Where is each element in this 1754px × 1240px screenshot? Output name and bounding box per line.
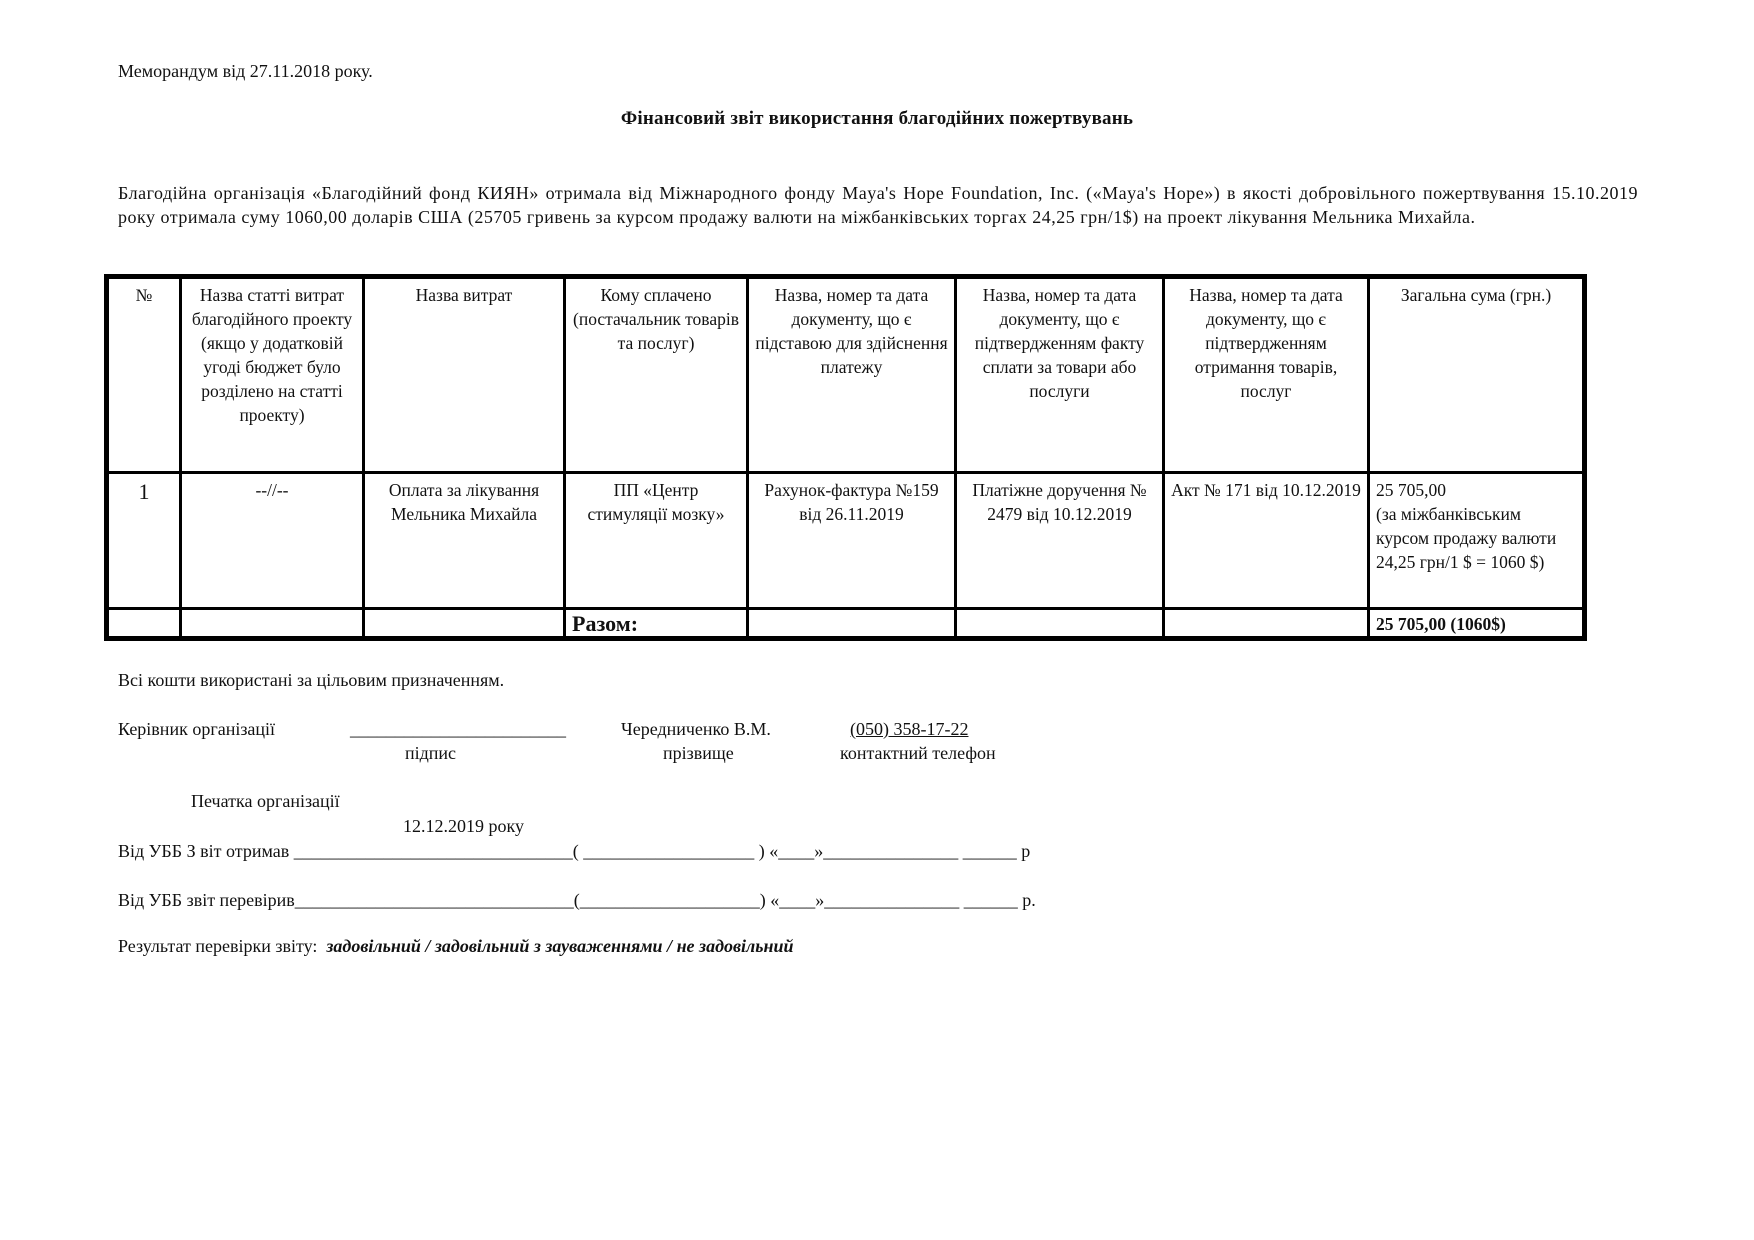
stamp-label: Печатка організації (191, 791, 340, 811)
total-empty-cell (181, 609, 364, 639)
document-title-text: Фінансовий звіт використання благодійних пожертвувань (620, 108, 1134, 129)
total-amount: 25 705,00 (1060$) (1369, 609, 1585, 639)
signature-line: ________________________ (350, 719, 566, 739)
table-row (107, 473, 1585, 609)
director-name: Чередниченко В.М. (621, 719, 771, 739)
total-amount-value: 25 705,00 (1376, 480, 1446, 500)
expense-table (104, 274, 1587, 641)
total-empty-cell (956, 609, 1164, 639)
total-empty-cell (364, 609, 565, 639)
intro-paragraph: Благодійна організація «Благодійний фонд КИЯН» отримала від Міжнародного фонду Maya's Hope Foundation, Inc. («Maya's Hope») в якості добровільного пожертвування 15.10.2019 року отримала суму 1060,00 доларів США (25705 гривень за курсом продажу валюти на міжбанківських торгах 24,25 грн/1$) на проект лікування Мельника Михайла. (118, 183, 1638, 227)
check-result-options: задовільний / задовільний з зауваженнями / не задовільний (326, 936, 794, 956)
memo-line: Меморандум від 27.11.2018 року. (118, 61, 373, 81)
total-empty-cell (748, 609, 956, 639)
cell-number: 1 (107, 473, 181, 609)
received-line: Від УББ З віт отримав _______________________________( ___________________ ) «____»_______________ ______ р (118, 841, 1031, 861)
cell-payment-document: Платіжне доручення № 2479 від 10.12.2019 (956, 473, 1164, 609)
header-paid-to: Кому сплачено (постачальник товарів та послуг) (565, 277, 748, 473)
caption-phone: контактний телефон (840, 743, 996, 763)
cell-receipt-document: Акт № 171 від 10.12.2019 (1164, 473, 1369, 609)
total-empty-cell (107, 609, 181, 639)
report-date: 12.12.2019 року (403, 816, 524, 836)
cell-article: --//-- (181, 473, 364, 609)
table-header-row (107, 277, 1585, 473)
checked-line: Від УББ звіт перевірив_______________________________(____________________) «____»_______________ ______ р. (118, 890, 1036, 910)
header-number: № (107, 277, 181, 473)
header-article: Назва статті витрат благодійного проекту (якщо у додатковій угоді бюджет було розділено на статті проекту) (181, 277, 364, 473)
director-label: Керівник організації (118, 719, 276, 739)
check-result-label: Результат перевірки звіту: (118, 936, 318, 956)
caption-surname: прізвище (663, 743, 734, 763)
total-label: Разом: (565, 609, 748, 639)
header-total-amount: Загальна сума (грн.) (1369, 277, 1585, 473)
usage-statement: Всі кошти використані за цільовим призначенням. (118, 670, 505, 690)
header-receipt-document: Назва, номер та дата документу, що є підтвердженням отримання товарів, послуг (1164, 277, 1369, 473)
table-total-row (107, 609, 1585, 639)
cell-expense-name: Оплата за лікування Мельника Михайла (364, 473, 565, 609)
document-title (0, 108, 1754, 130)
header-expense-name: Назва витрат (364, 277, 565, 473)
cell-paid-to: ПП «Центр стимуляції мозку» (565, 473, 748, 609)
header-basis-document: Назва, номер та дата документу, що є підставою для здійснення платежу (748, 277, 956, 473)
caption-signature: підпис (405, 743, 457, 763)
total-empty-cell (1164, 609, 1369, 639)
check-result (118, 935, 794, 957)
cell-basis-document: Рахунок-фактура №159 від 26.11.2019 (748, 473, 956, 609)
contact-phone: (050) 358-17-22 (850, 719, 969, 739)
header-payment-document: Назва, номер та дата документу, що є підтвердженням факту сплати за товари або послуги (956, 277, 1164, 473)
total-amount-note: (за міжбанківським курсом продажу валюти 24,25 грн/1 $ = 1060 $) (1376, 504, 1557, 572)
cell-total-amount (1369, 473, 1585, 609)
